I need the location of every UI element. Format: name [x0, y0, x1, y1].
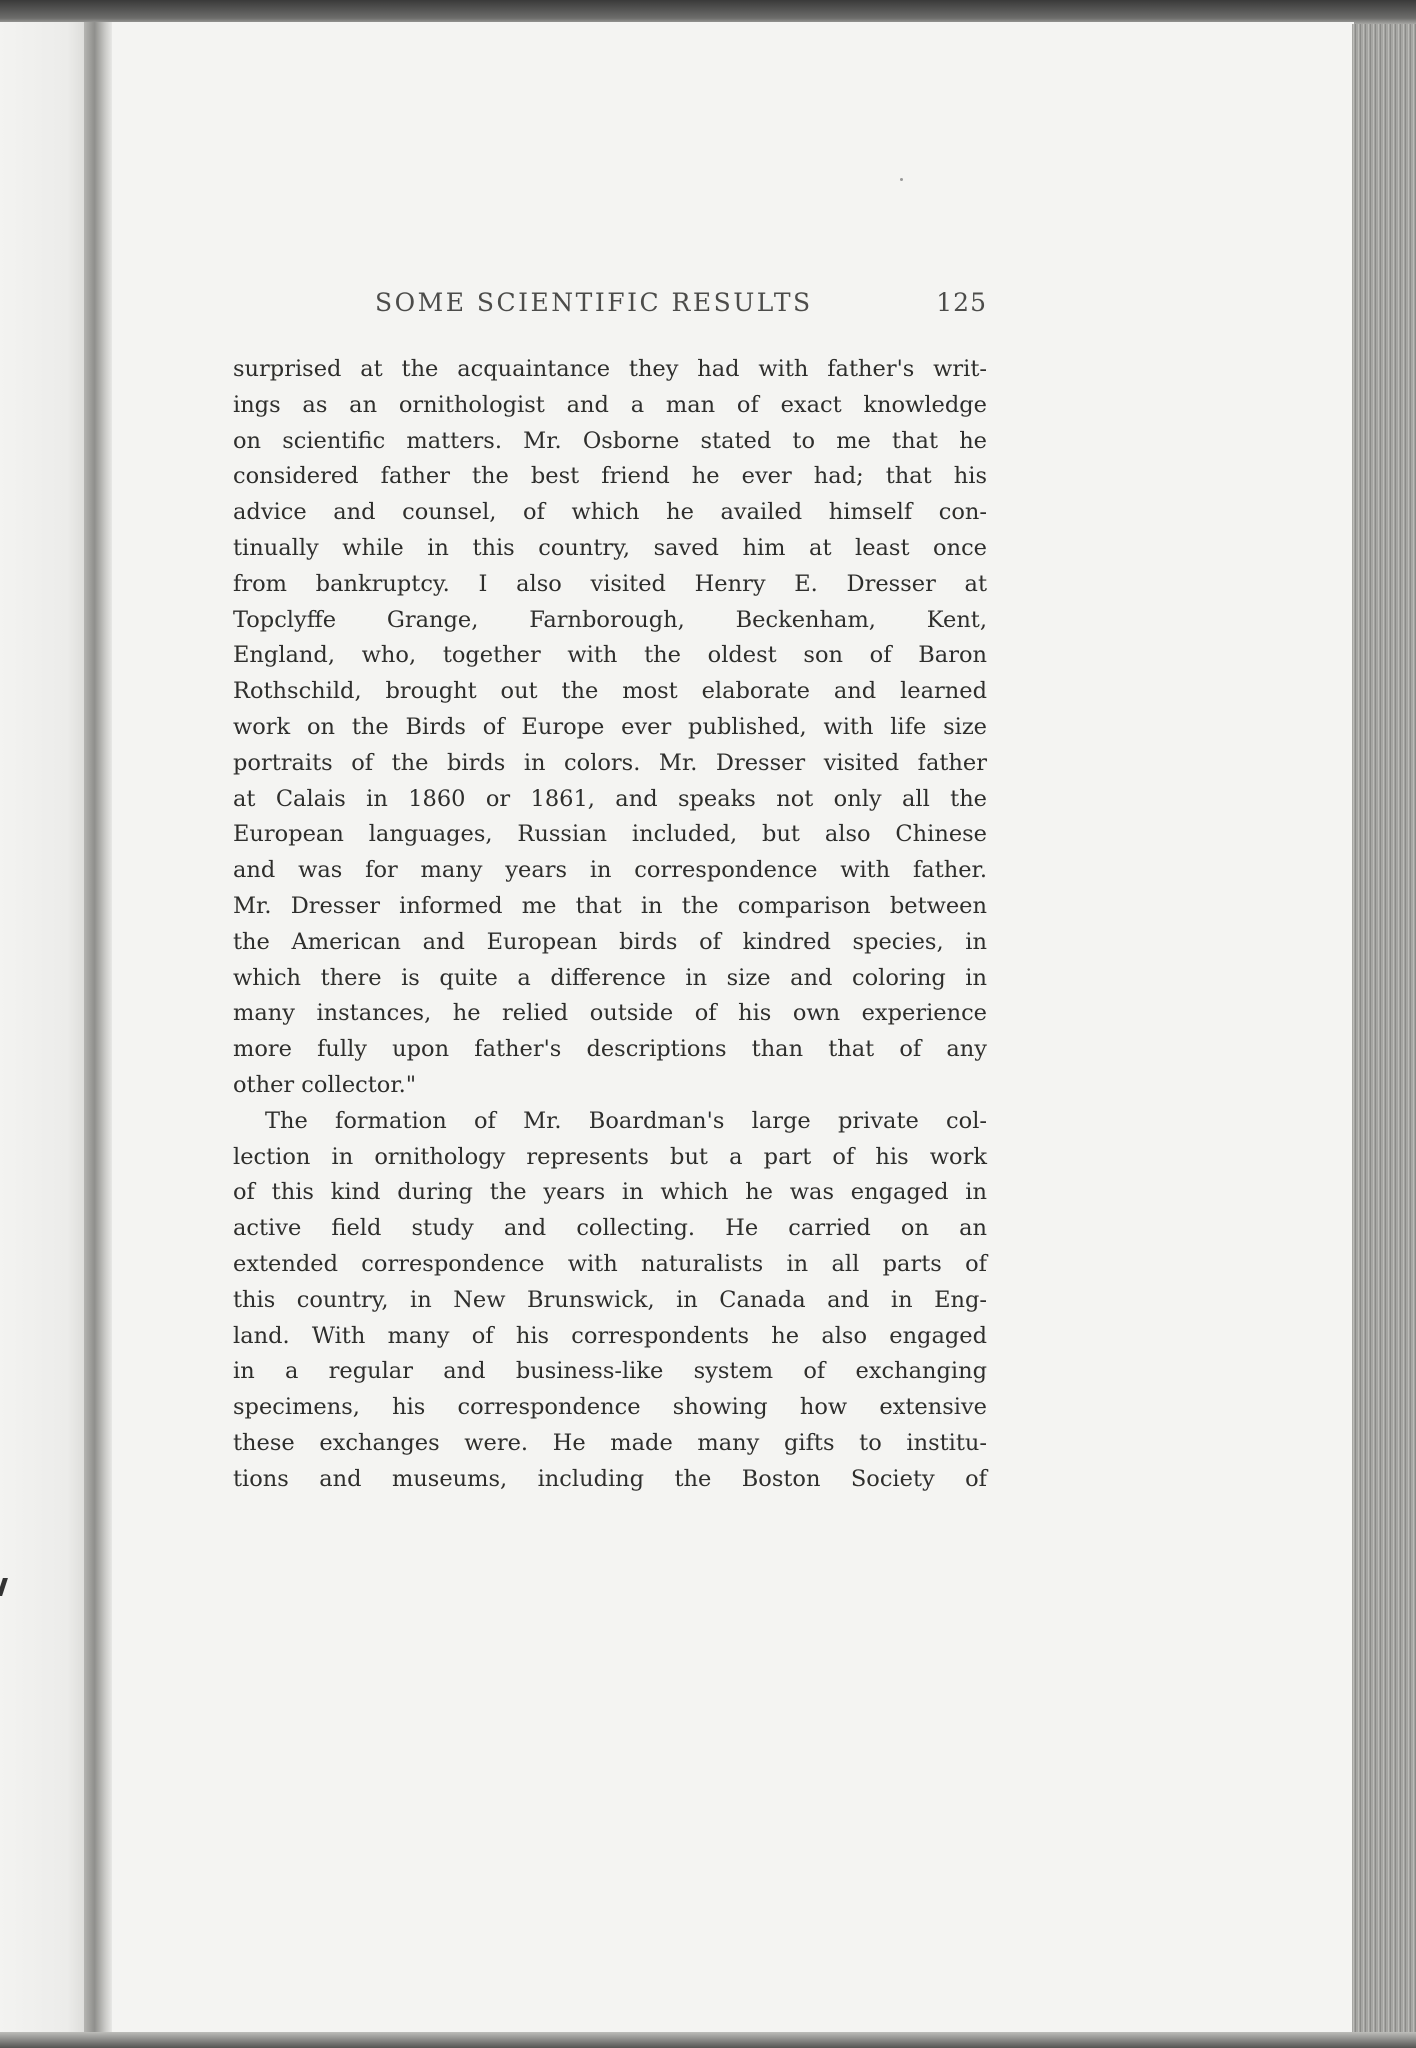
- text-line: European languages, Russian included, but also Chinese: [233, 821, 987, 848]
- running-title: SOME SCIENTIFIC RESULTS: [375, 288, 813, 317]
- facing-page: [0, 22, 96, 2036]
- text-line: on scientific matters. Mr. Osborne stated to me that he: [233, 427, 987, 454]
- text-line: Mr. Dresser informed me that in the comparison between: [233, 892, 987, 919]
- text-line: advice and counsel, of which he availed himself con-: [233, 499, 987, 526]
- text-line: land. With many of his correspondents he also engaged: [233, 1322, 987, 1349]
- scan-bottom-edge: [0, 2032, 1416, 2048]
- text-line: more fully upon father's descriptions than that of any: [233, 1036, 987, 1063]
- text-line: specimens, his correspondence showing how extensive: [233, 1394, 987, 1421]
- text-line: this country, in New Brunswick, in Canada and in Eng-: [233, 1286, 987, 1313]
- text-line: England, who, together with the oldest son of Baron: [233, 642, 987, 669]
- text-line: lection in ornithology represents but a part of his work: [233, 1143, 987, 1170]
- paper-speck: [900, 178, 903, 181]
- book-gutter: [84, 22, 114, 2036]
- text-line: Topclyffe Grange, Farnborough, Beckenham, Kent,: [233, 606, 987, 633]
- text-line: and was for many years in correspondence with father.: [233, 857, 987, 884]
- text-line: active field study and collecting. He carried on an: [233, 1215, 987, 1242]
- text-line: Rothschild, brought out the most elaborate and learned: [233, 678, 987, 705]
- paragraph-first-line: The formation of Mr. Boardman's large private col-: [265, 1107, 987, 1134]
- running-header: [233, 288, 987, 324]
- text-line: portraits of the birds in colors. Mr. Dresser visited father: [233, 749, 987, 776]
- page-edges: [1352, 24, 1416, 2034]
- text-line: extended correspondence with naturalists in all parts of: [233, 1250, 987, 1277]
- paragraph-end-line: other collector.": [233, 1071, 417, 1098]
- text-line: work on the Birds of Europe ever published, with life size: [233, 713, 987, 740]
- text-line: tions and museums, including the Boston Society of: [233, 1465, 987, 1492]
- text-line: tinually while in this country, saved him at least once: [233, 534, 987, 561]
- text-line: considered father the best friend he ever had; that his: [233, 463, 987, 490]
- text-line: from bankruptcy. I also visited Henry E. Dresser at: [233, 570, 987, 597]
- text-line: these exchanges were. He made many gifts to institu-: [233, 1429, 987, 1456]
- text-line: of this kind during the years in which he was engaged in: [233, 1179, 987, 1206]
- text-line: ings as an ornithologist and a man of exact knowledge: [233, 391, 987, 418]
- text-line: in a regular and business-like system of exchanging: [233, 1358, 987, 1385]
- text-line: at Calais in 1860 or 1861, and speaks not only all the: [233, 785, 987, 812]
- text-line: surprised at the acquaintance they had with father's writ-: [233, 356, 987, 382]
- text-line: many instances, he relied outside of his own experience: [233, 1000, 987, 1027]
- text-line: the American and European birds of kindred species, in: [233, 928, 987, 955]
- body-text: [233, 352, 987, 1498]
- page-number: 125: [936, 288, 987, 317]
- text-line: which there is quite a difference in size and coloring in: [233, 964, 987, 991]
